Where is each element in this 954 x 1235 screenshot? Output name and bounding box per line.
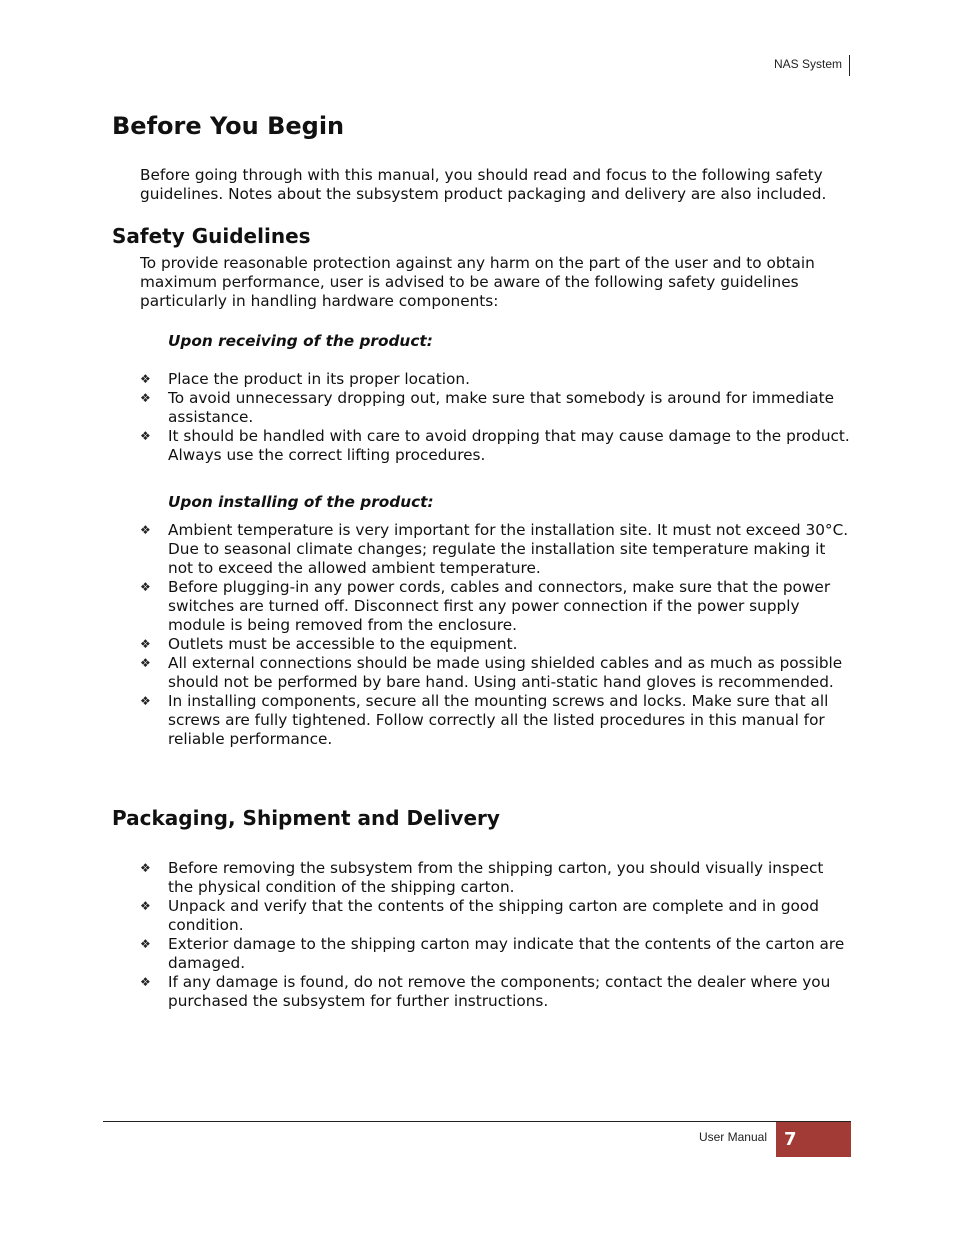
list-item-text: It should be handled with care to avoid dropping that may cause damage to the product. Always use the correct lifting procedures. — [168, 427, 850, 464]
diamond-bullet-icon: ❖ — [140, 391, 151, 405]
installing-list — [140, 521, 850, 749]
packaging-heading: Packaging, Shipment and Delivery — [112, 806, 500, 830]
list-item — [140, 973, 850, 1011]
footer-rule — [103, 1121, 851, 1122]
list-item — [140, 427, 850, 465]
list-item — [140, 692, 850, 749]
safety-guidelines-heading: Safety Guidelines — [112, 224, 311, 248]
diamond-bullet-icon: ❖ — [140, 656, 151, 670]
receiving-list — [140, 370, 850, 465]
diamond-bullet-icon: ❖ — [140, 899, 151, 913]
list-item — [140, 370, 850, 389]
diamond-bullet-icon: ❖ — [140, 429, 151, 443]
header-rule — [849, 55, 850, 76]
list-item-text: Exterior damage to the shipping carton may indicate that the contents of the carton are damaged. — [168, 935, 845, 972]
diamond-bullet-icon: ❖ — [140, 861, 151, 875]
receiving-subheading: Upon receiving of the product: — [168, 332, 433, 350]
list-item — [140, 578, 850, 635]
diamond-bullet-icon: ❖ — [140, 694, 151, 708]
list-item-text: Unpack and verify that the contents of the shipping carton are complete and in good condition. — [168, 897, 819, 934]
list-item-text: Place the product in its proper location. — [168, 370, 470, 388]
diamond-bullet-icon: ❖ — [140, 637, 151, 651]
list-item — [140, 389, 850, 427]
list-item-text: To avoid unnecessary dropping out, make sure that somebody is around for immediate assistance. — [168, 389, 834, 426]
list-item-text: If any damage is found, do not remove the components; contact the dealer where you purchased the subsystem for further instructions. — [168, 973, 831, 1010]
safety-intro-paragraph: To provide reasonable protection against any harm on the part of the user and to obtain maximum performance, user is advised to be aware of the following safety guidelines particularly in handling hardware components: — [140, 254, 815, 310]
list-item — [140, 654, 850, 692]
page-number-badge: 7 — [776, 1122, 851, 1157]
installing-subheading: Upon installing of the product: — [168, 493, 434, 511]
footer-label: User Manual — [698, 1130, 767, 1144]
diamond-bullet-icon: ❖ — [140, 523, 151, 537]
diamond-bullet-icon: ❖ — [140, 937, 151, 951]
list-item-text: In installing components, secure all the mounting screws and locks. Make sure that all screws are fully tightened. Follow correctly all the listed procedures in this manual for reliable performance. — [168, 692, 829, 748]
list-item-text: Before removing the subsystem from the shipping carton, you should visually inspect the physical condition of the shipping carton. — [168, 859, 824, 896]
header-label: NAS System — [773, 57, 842, 71]
diamond-bullet-icon: ❖ — [140, 975, 151, 989]
list-item-text: Ambient temperature is very important for the installation site. It must not exceed 30°C. Due to seasonal climate changes; regulate the installation site temperature making it not to exceed the allowed ambient temperature. — [168, 521, 849, 577]
list-item — [140, 935, 850, 973]
packaging-list — [140, 859, 850, 1011]
list-item — [140, 859, 850, 897]
list-item — [140, 635, 850, 654]
diamond-bullet-icon: ❖ — [140, 372, 151, 386]
diamond-bullet-icon: ❖ — [140, 580, 151, 594]
list-item-text: All external connections should be made using shielded cables and as much as possible should not be performed by bare hand. Using anti-static hand gloves is recommended. — [168, 654, 843, 691]
intro-paragraph: Before going through with this manual, you should read and focus to the following safety guidelines. Notes about the subsystem product packaging and delivery are also included. — [140, 166, 827, 203]
list-item — [140, 897, 850, 935]
page-title: Before You Begin — [112, 112, 345, 140]
list-item — [140, 521, 850, 578]
list-item-text: Before plugging-in any power cords, cables and connectors, make sure that the power switches are turned off. Disconnect first any power connection if the power supply module is being removed from the enclosure. — [168, 578, 831, 634]
list-item-text: Outlets must be accessible to the equipment. — [168, 635, 518, 653]
